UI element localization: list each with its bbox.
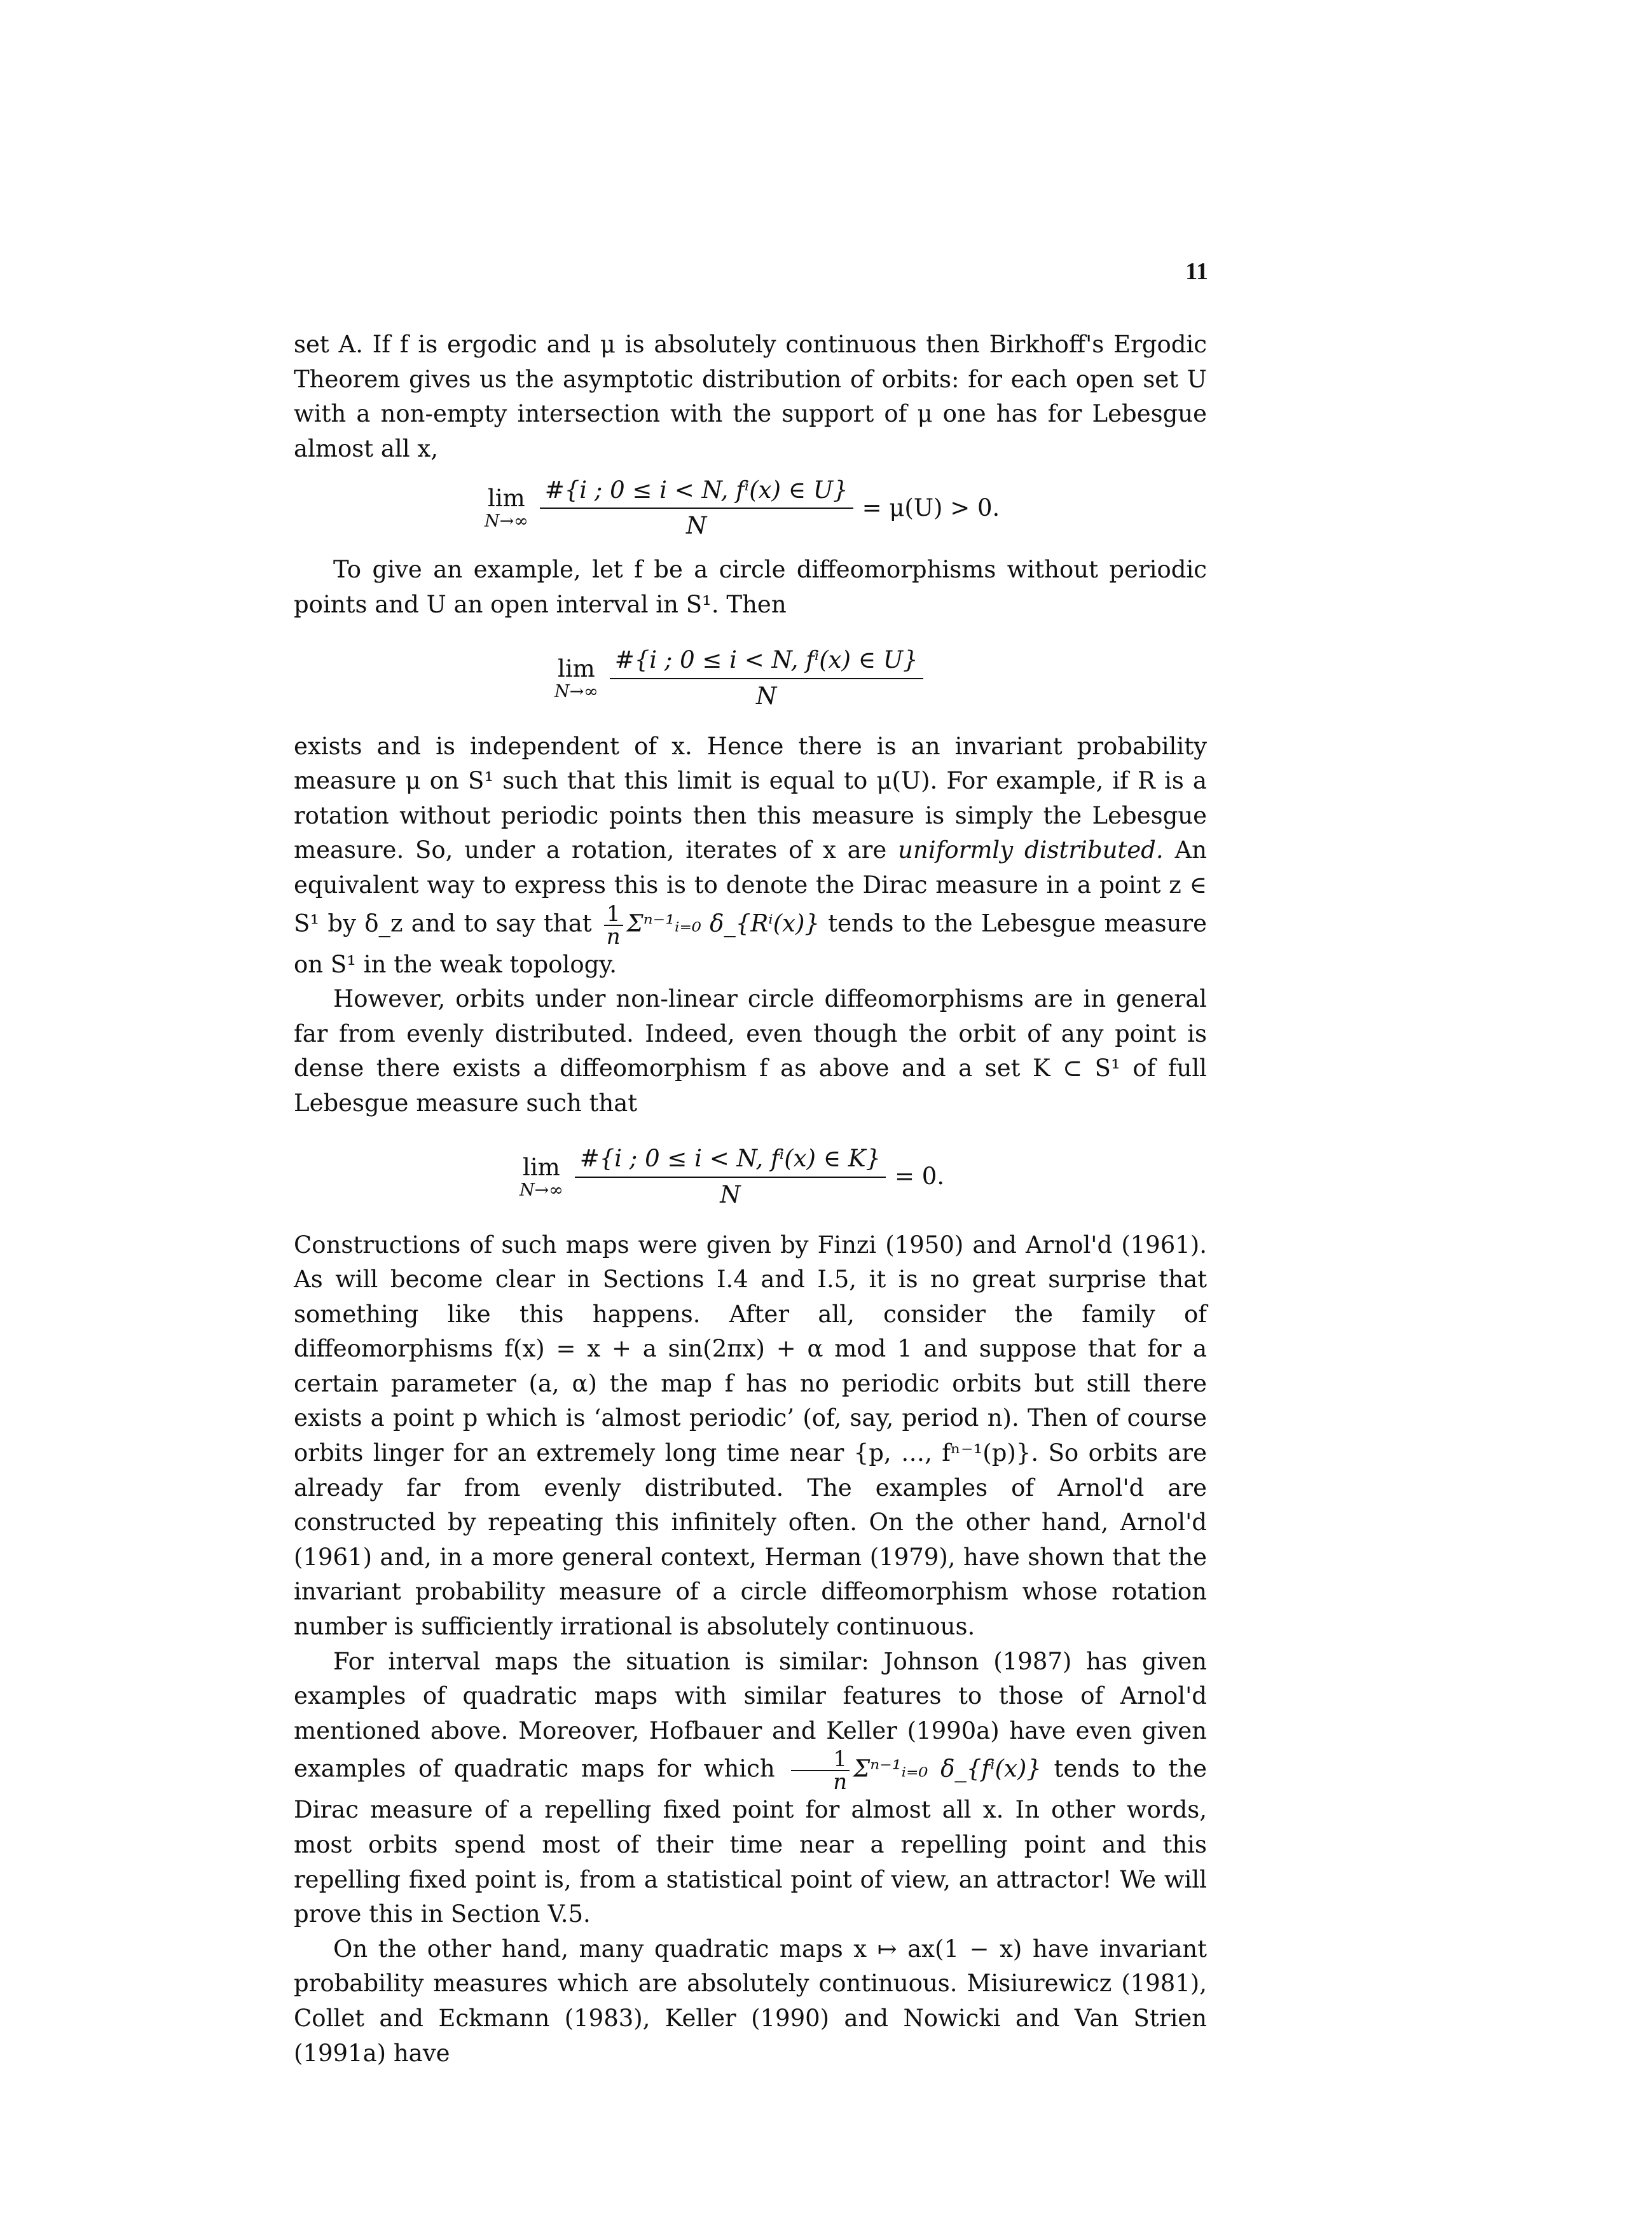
right-hand-side: = 0. — [895, 1163, 945, 1191]
paragraph-7: On the other hand, many quadratic maps x ↦ ax(1 − x) have invariant probability measures which are absolutely continuous. Misiurewicz (1981), Collet and Eckmann (1983), Keller (1990) and Nowicki and Van Strien (1991a) have — [294, 1935, 1207, 2067]
sum-expression: Σⁿ⁻¹ᵢ₌₀ δ_{fⁱ(x)} — [853, 1755, 1042, 1783]
inline-fraction — [791, 1748, 850, 1793]
numerator: #{i ; 0 ≤ i < N, fⁱ(x) ∈ K} — [575, 1145, 886, 1178]
paragraph-3-text-b: An equivalent way to express this is to denote the Dirac measure in a point z ∈ S¹ by δ_z and to say that — [294, 836, 1207, 937]
equation-3 — [294, 1133, 1207, 1222]
fraction — [610, 647, 923, 710]
limit-operator — [554, 654, 598, 701]
right-hand-side: = μ(U) > 0. — [862, 494, 1000, 522]
inline-numerator: 1 — [604, 903, 623, 926]
paragraph-3 — [294, 729, 1207, 983]
paragraph-6-text-b: tends to the Dirac measure of a repelling fixed point for almost all x. In other words, most orbits spend most of their time near a repelling point and this repelling fixed point is, from a statistical point of view, an attractor! We will prove this in Section V.5. — [294, 1755, 1207, 1928]
inline-denominator: n — [606, 923, 621, 950]
limit-operator — [520, 1153, 563, 1200]
lim-label: lim — [487, 485, 525, 513]
denominator: N — [720, 1180, 741, 1208]
paragraph-5: Constructions of such maps were given by Finzi (1950) and Arnol'd (1961). As will become clear in Sections I.4 and I.5, it is no great surprise that something like this happens. After all, consider the family of diffeomorphisms f(x) = x + a sin(2πx) + α mod 1 and suppose that for a certain parameter (a, α) the map f has no periodic orbits but still there exists a point p which is ‘almost periodic’ (of, say, period n). Then of course orbits linger for an extremely long time near {p, …, fⁿ⁻¹(p)}. So orbits are already far from evenly distributed. The examples of Arnol'd are constructed by repeating this infinitely often. On the other hand, Arnol'd (1961) and, in a more general context, Herman (1979), have shown that the invariant probability measure of a circle diffeomorphism whose rotation number is sufficiently irrational is absolutely continuous. — [294, 1231, 1207, 1641]
fraction — [575, 1145, 886, 1208]
numerator: #{i ; 0 ≤ i < N, fⁱ(x) ∈ U} — [610, 647, 923, 679]
paragraph-6-text-a: For interval maps the situation is similar: Johnson (1987) has given examples of quadratic maps with similar features to those of Arnol'd mentioned above. Moreover, Hofbauer and Keller (1990a) have even given examples of quadratic maps for which — [294, 1647, 1207, 1783]
emphasis: uniformly distributed. — [898, 836, 1164, 864]
lim-subscript: N→∞ — [554, 681, 598, 701]
page-number: 11 — [1185, 258, 1208, 285]
denominator: N — [755, 682, 777, 710]
body-text — [294, 328, 1207, 2071]
inline-denominator: n — [833, 1769, 848, 1795]
lim-subscript: N→∞ — [485, 511, 528, 532]
paragraph-1: set A. If f is ergodic and μ is absolutely continuous then Birkhoff's Ergodic Theorem gives us the asymptotic distribution of orbits: for each open set U with a non-empty intersection with the support of μ one has for Lebesgue almost all x, — [294, 331, 1207, 462]
paragraph-4: However, orbits under non-linear circle diffeomorphisms are in general far from evenly distributed. Indeed, even though the orbit of any point is dense there exists a diffeomorphism f as above and a set K ⊂ S¹ of full Lebesgue measure such that — [294, 985, 1207, 1117]
lim-subscript: N→∞ — [520, 1180, 563, 1200]
fraction — [540, 477, 853, 540]
paragraph-3-text-c: tends to the Lebesgue measure on S¹ in the weak topology. — [294, 909, 1207, 978]
paragraph-3-text-a: exists and is independent of x. Hence there is an invariant probability measure μ on S¹ such that this limit is equal to μ(U). For example, if R is a rotation without periodic points then this measure is simply the Lebesgue measure. So, under a rotation, iterates of x are — [294, 732, 1207, 864]
sum-expression: Σⁿ⁻¹ᵢ₌₀ δ_{Rⁱ(x)} — [626, 909, 820, 937]
equation-2 — [294, 634, 1207, 723]
paragraph-6 — [294, 1645, 1207, 1932]
limit-operator — [485, 487, 528, 530]
numerator: #{i ; 0 ≤ i < N, fⁱ(x) ∈ U} — [540, 477, 853, 509]
lim-label: lim — [522, 1153, 560, 1181]
paragraph-2: To give an example, let f be a circle diffeomorphisms without periodic points and U an open interval in S¹. Then — [294, 556, 1207, 618]
denominator: N — [685, 512, 707, 540]
inline-numerator: 1 — [791, 1748, 850, 1771]
equation-1 — [294, 470, 1207, 546]
lim-label: lim — [557, 654, 595, 682]
inline-fraction — [604, 903, 623, 948]
